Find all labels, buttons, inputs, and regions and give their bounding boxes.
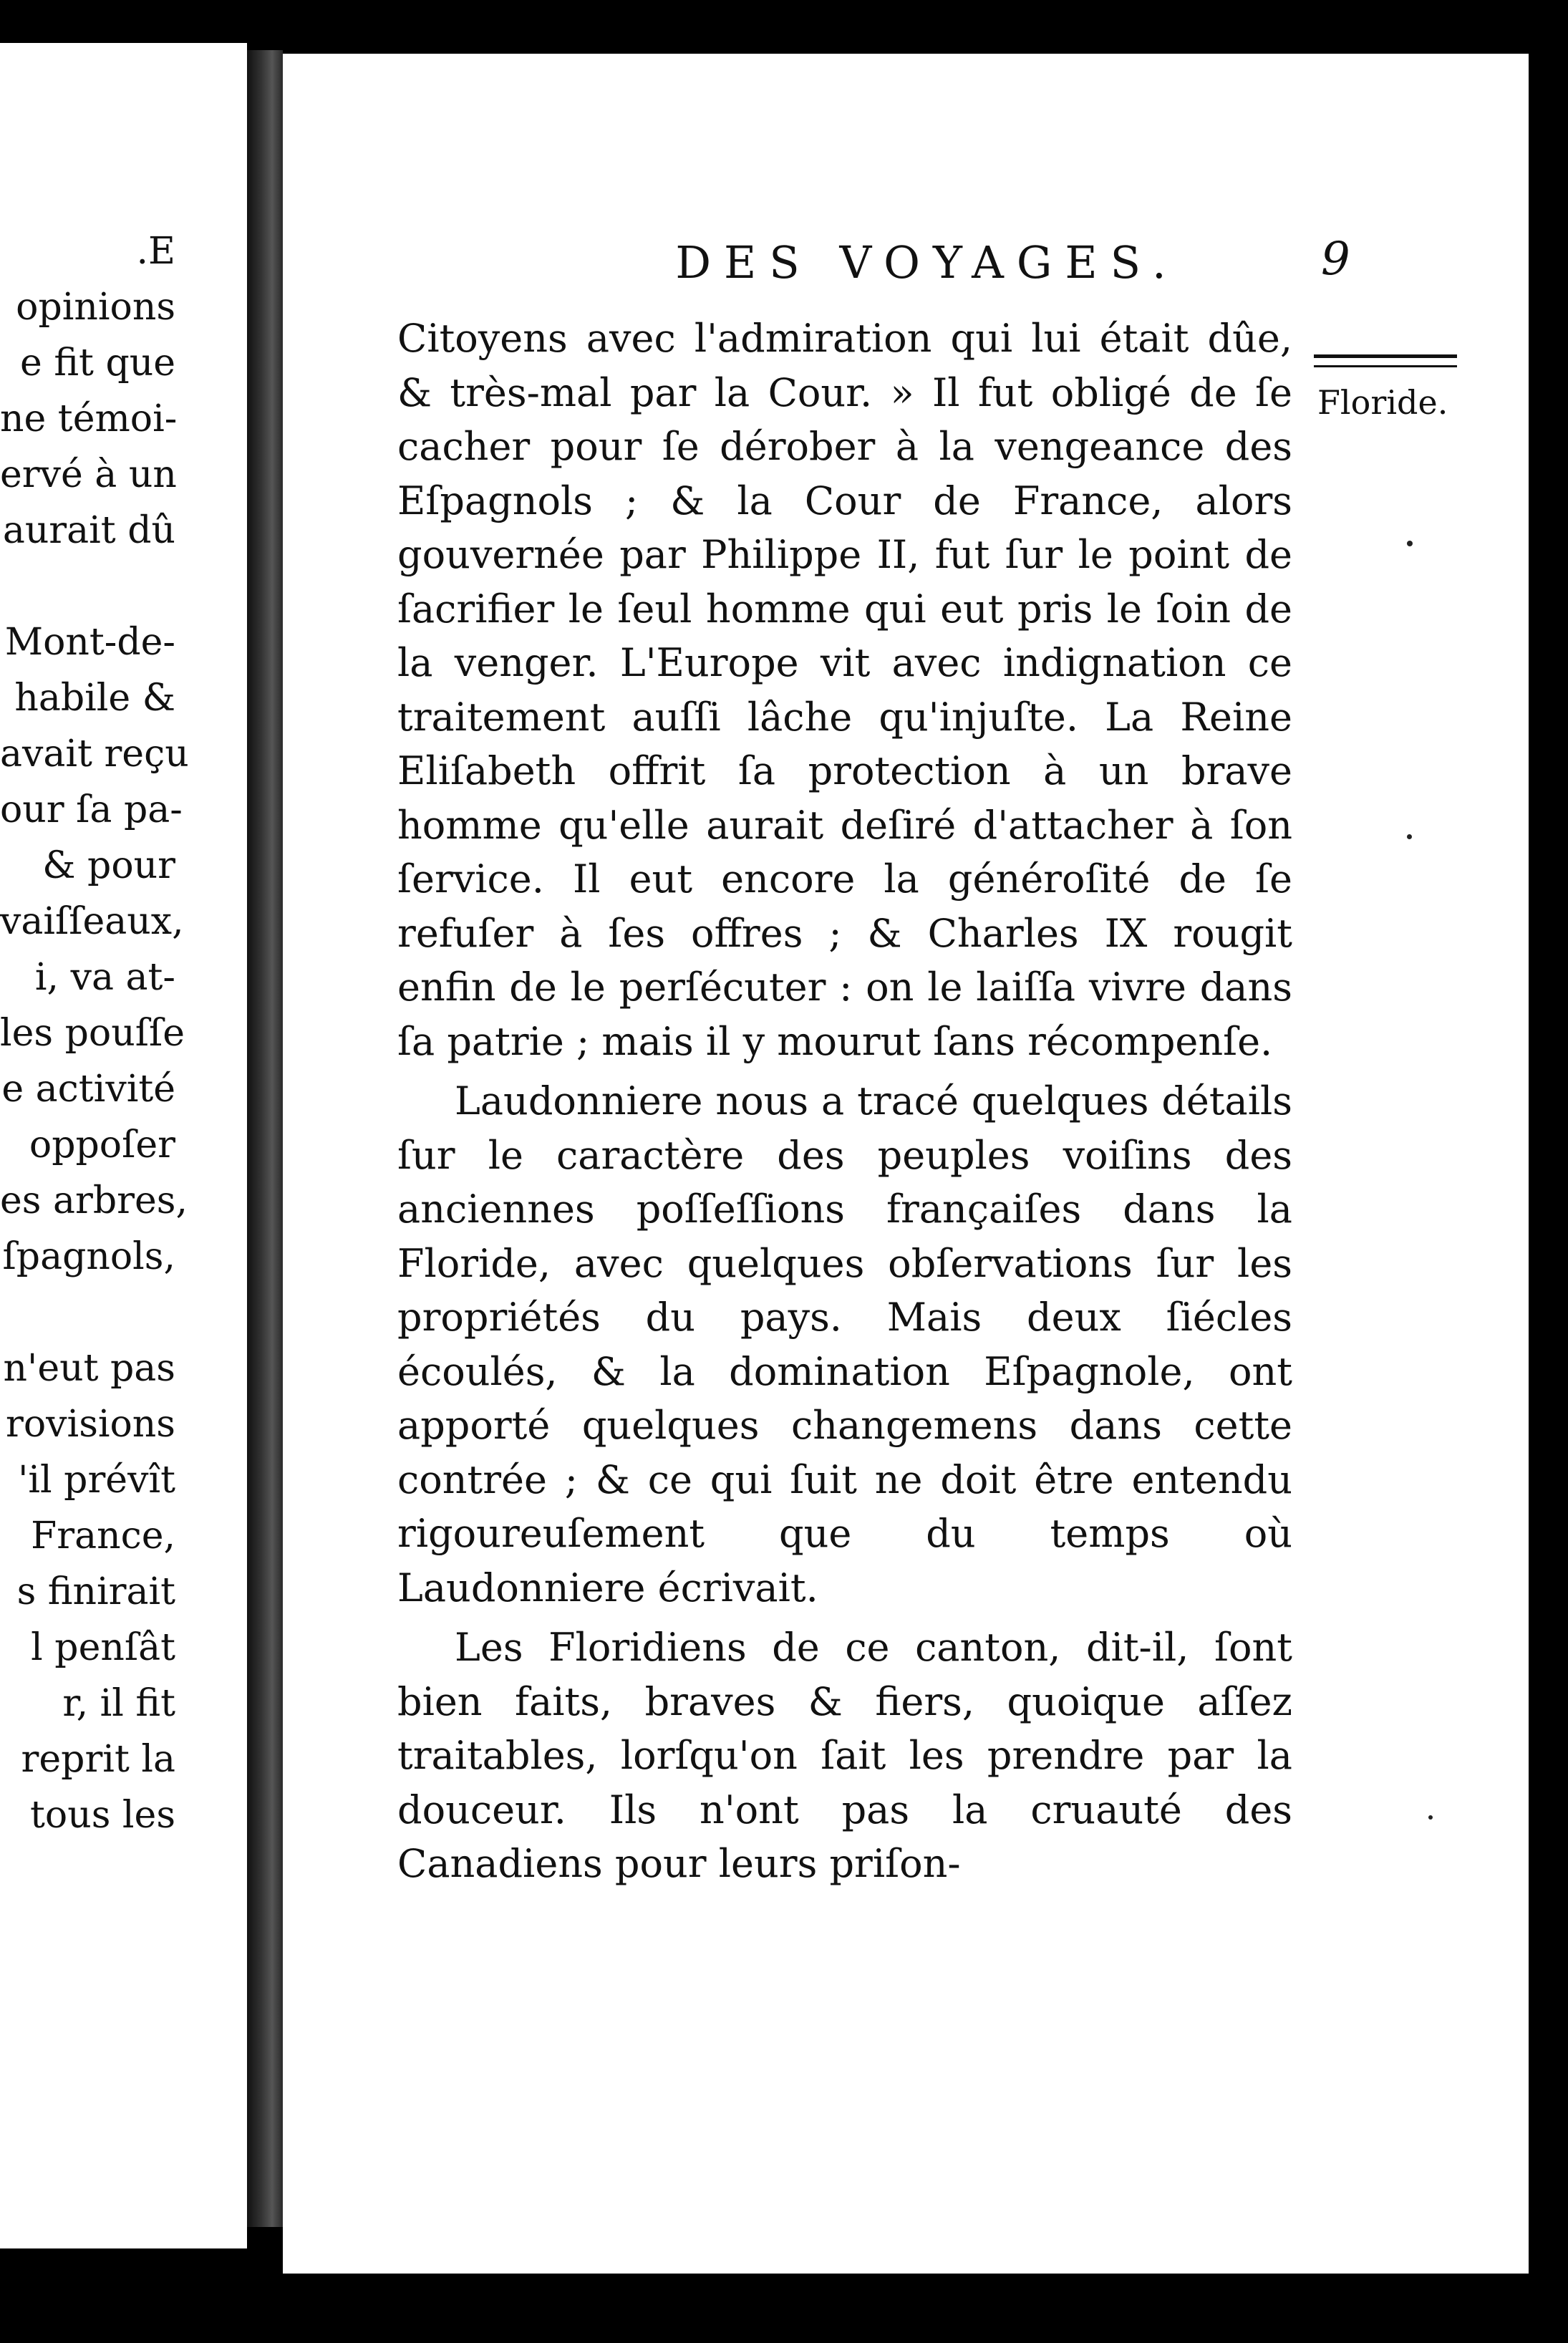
left-page-line: & pour [42, 844, 175, 887]
left-page-line: reprit la [21, 1738, 175, 1781]
paragraph-1: Citoyens avec l'admiration qui lui était dûe, & très-mal par la Cour. » Il fut obligé de ſe cacher pour ſe dérober à la vengeance des Eſpagnols ; & la Cour de France, alors gouvernée par Philippe II, fut ſur le point de ſacrifier le ſeul homme qui eut pris le ſoin de la venger. L'Europe vit avec indignation ce traitement auſſi lâche qu'injuſte. La Reine Eliſabeth offrit ſa protection à un brave homme qu'elle aurait deſiré d'attacher à ſon ſervice. Il eut encore la généroſité de ſe refuſer à ſes offres ; & Charles IX rougit enfin de le perſécuter : on le laiſſa vivre dans ſa patrie ; mais il y mourut ſans récompenſe. [397, 316, 1292, 1064]
left-page-line: tous les [30, 1794, 175, 1837]
left-page-line: ervé à un [0, 453, 177, 496]
left-page-line: Mont-de- [4, 621, 175, 664]
left-page-line: ſpagnols, [2, 1235, 175, 1278]
right-page [283, 54, 1529, 2274]
left-page-line: aurait dû [2, 509, 175, 552]
margin-rule [1314, 354, 1457, 367]
left-page-line: ne témoi- [0, 397, 178, 440]
body-text [397, 311, 1292, 1891]
left-page-line: es arbres, [0, 1179, 188, 1222]
left-page-line: France, [31, 1515, 175, 1557]
left-page-line: r, il fit [62, 1682, 175, 1725]
left-page-line: oppoſer [29, 1124, 175, 1166]
ink-speck [1407, 541, 1413, 546]
left-page-line: rovisions [6, 1403, 175, 1446]
left-page-line: s finirait [16, 1570, 175, 1613]
left-page-line: i, va at- [34, 956, 175, 999]
book-gutter [247, 50, 283, 2227]
left-page-line: opinions [16, 286, 175, 329]
left-page-line: vaiſſeaux, [0, 900, 184, 943]
left-page-line: e fit que [20, 342, 175, 385]
left-page-line: .E [136, 230, 175, 273]
left-page-line: n'eut pas [3, 1347, 175, 1390]
ink-speck [1407, 834, 1412, 839]
paragraph-3: Les Floridiens de ce canton, dit-il, ſont bien faits, braves & fiers, quoique aſſez traitables, lorſqu'on ſait les prendre par la douceur. Ils n'ont pas la cruauté des Canadiens pour leurs priſon- [397, 1625, 1292, 1886]
ink-speck [1428, 1815, 1433, 1820]
left-page-line: avait reçu [0, 733, 189, 776]
left-page-line: habile & [14, 677, 175, 720]
running-head: DES VOYAGES. [675, 236, 1179, 289]
left-page-line: l penſât [31, 1626, 175, 1669]
left-page-line: our ſa pa- [0, 788, 183, 831]
left-page [0, 43, 247, 2248]
left-page-line: 'il prévît [18, 1459, 175, 1502]
paragraph-2: Laudonniere nous a tracé quelques détails ſur le caractère des peuples voiſins des anciennes poſſeſſions françaiſes dans la Floride, avec quelques obſervations ſur les propriétés du pays. Mais deux ſiécles écoulés, & la domination Eſpagnole, ont apporté quelques changemens dans cette contrée ; & ce qui ſuit ne doit être entendu rigoureuſement que du temps où Laudonniere écrivait. [397, 1078, 1292, 1610]
margin-note: Floride. [1317, 383, 1448, 422]
left-page-line: les pouſſe [0, 1012, 185, 1055]
left-page-line: e activité [1, 1068, 175, 1111]
page-number: 9 [1321, 233, 1350, 286]
